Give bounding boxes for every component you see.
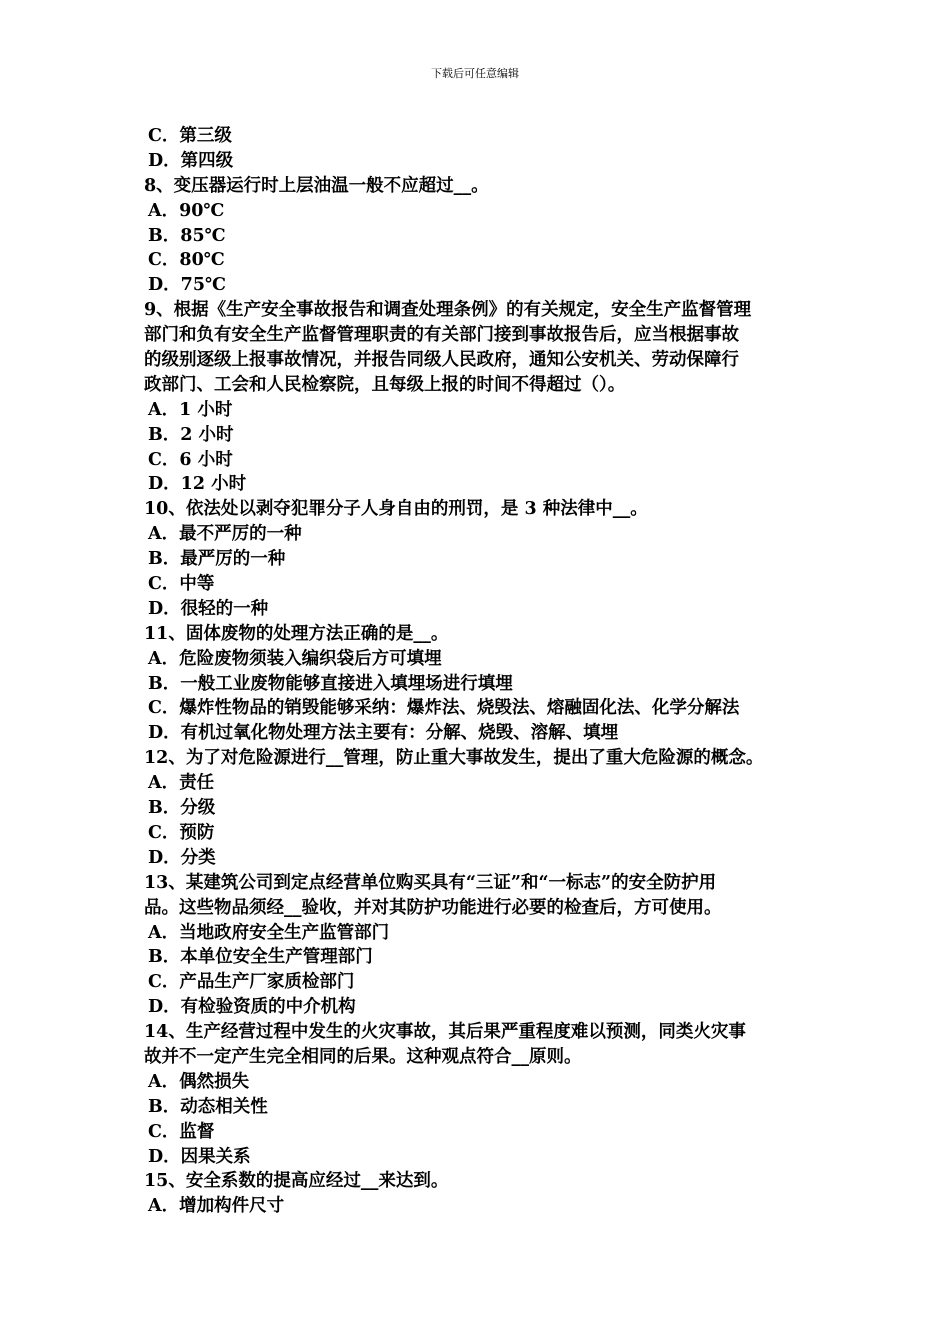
question-text: 8、变压器运行时上层油温一般不应超过__。 [144, 175, 489, 196]
question-text: 10、依法处以剥夺犯罪分子人身自由的刑罚，是 3 种法律中__。 [144, 499, 648, 520]
question-text: 故并不一定产生完全相同的后果。这种观点符合__原则。 [144, 1046, 582, 1067]
answer-option: D．75℃ [148, 275, 226, 296]
answer-option: D．分类 [148, 847, 216, 868]
question-text: 15、安全系数的提高应经过__来达到。 [144, 1171, 449, 1192]
answer-option: A．危险废物须装入编织袋后方可填埋 [148, 648, 442, 669]
answer-option: B．最严厉的一种 [148, 549, 286, 570]
question-text: 部门和负有安全生产监督管理职责的有关部门接到事故报告后，应当根据事故 [144, 325, 739, 346]
question-text: 9、根据《生产安全事故报告和调查处理条例》的有关规定，安全生产监督管理 [144, 300, 752, 321]
answer-option: B．85℃ [148, 225, 226, 246]
answer-option: D．因果关系 [148, 1146, 251, 1167]
answer-option: B．本单位安全生产管理部门 [148, 947, 373, 968]
answer-option: A．当地政府安全生产监管部门 [148, 922, 390, 943]
answer-option: C．监督 [148, 1121, 215, 1142]
answer-option: C．6 小时 [148, 449, 233, 470]
answer-option: D．12 小时 [148, 474, 247, 495]
answer-option: C．预防 [148, 822, 215, 843]
answer-option: A．增加构件尺寸 [148, 1196, 285, 1217]
answer-option: D．有检验资质的中介机构 [148, 997, 356, 1018]
answer-option: A．最不严厉的一种 [148, 524, 302, 545]
page-header: 下载后可任意编辑 [431, 67, 519, 80]
answer-option: C．80℃ [148, 250, 225, 271]
answer-option: D．很轻的一种 [148, 598, 269, 619]
answer-option: D．第四级 [148, 150, 234, 171]
answer-option: B．2 小时 [148, 424, 234, 445]
answer-option: C．第三级 [148, 126, 232, 146]
answer-option: B．分级 [148, 798, 216, 819]
answer-option: A．1 小时 [148, 399, 233, 420]
answer-option: C．中等 [148, 574, 215, 595]
question-text: 的级别逐级上报事故情况，并报告同级人民政府，通知公安机关、劳动保障行 [144, 350, 739, 371]
answer-option: B．一般工业废物能够直接进入填埋场进行填埋 [148, 673, 513, 694]
answer-option: A．偶然损失 [148, 1071, 250, 1092]
question-text: 13、某建筑公司到定点经营单位购买具有“三证”和“一标志”的安全防护用 [144, 872, 717, 893]
answer-option: B．动态相关性 [148, 1096, 268, 1117]
answer-option: C．爆炸性物品的销毁能够采纳：爆炸法、烧毁法、熔融固化法、化学分解法 [148, 698, 740, 719]
question-text: 14、生产经营过程中发生的火灾事故，其后果严重程度难以预测，同类火灾事 [144, 1022, 746, 1043]
answer-option: D．有机过氧化物处理方法主要有：分解、烧毁、溶解、填埋 [148, 723, 619, 744]
answer-option: C．产品生产厂家质检部门 [148, 972, 355, 993]
answer-option: A．90℃ [148, 200, 225, 221]
question-text: 11、固体废物的处理方法正确的是__。 [144, 623, 449, 644]
question-text: 品。这些物品须经__验收，并对其防护功能进行必要的检查后，方可使用。 [144, 897, 722, 918]
document-body [144, 124, 814, 1219]
answer-option: A．责任 [148, 773, 215, 794]
question-text: 政部门、工会和人民检察院，且每级上报的时间不得超过（）。 [144, 374, 626, 395]
question-text: 12、为了对危险源进行__管理，防止重大事故发生，提出了重大危险源的概念。 [144, 748, 764, 769]
